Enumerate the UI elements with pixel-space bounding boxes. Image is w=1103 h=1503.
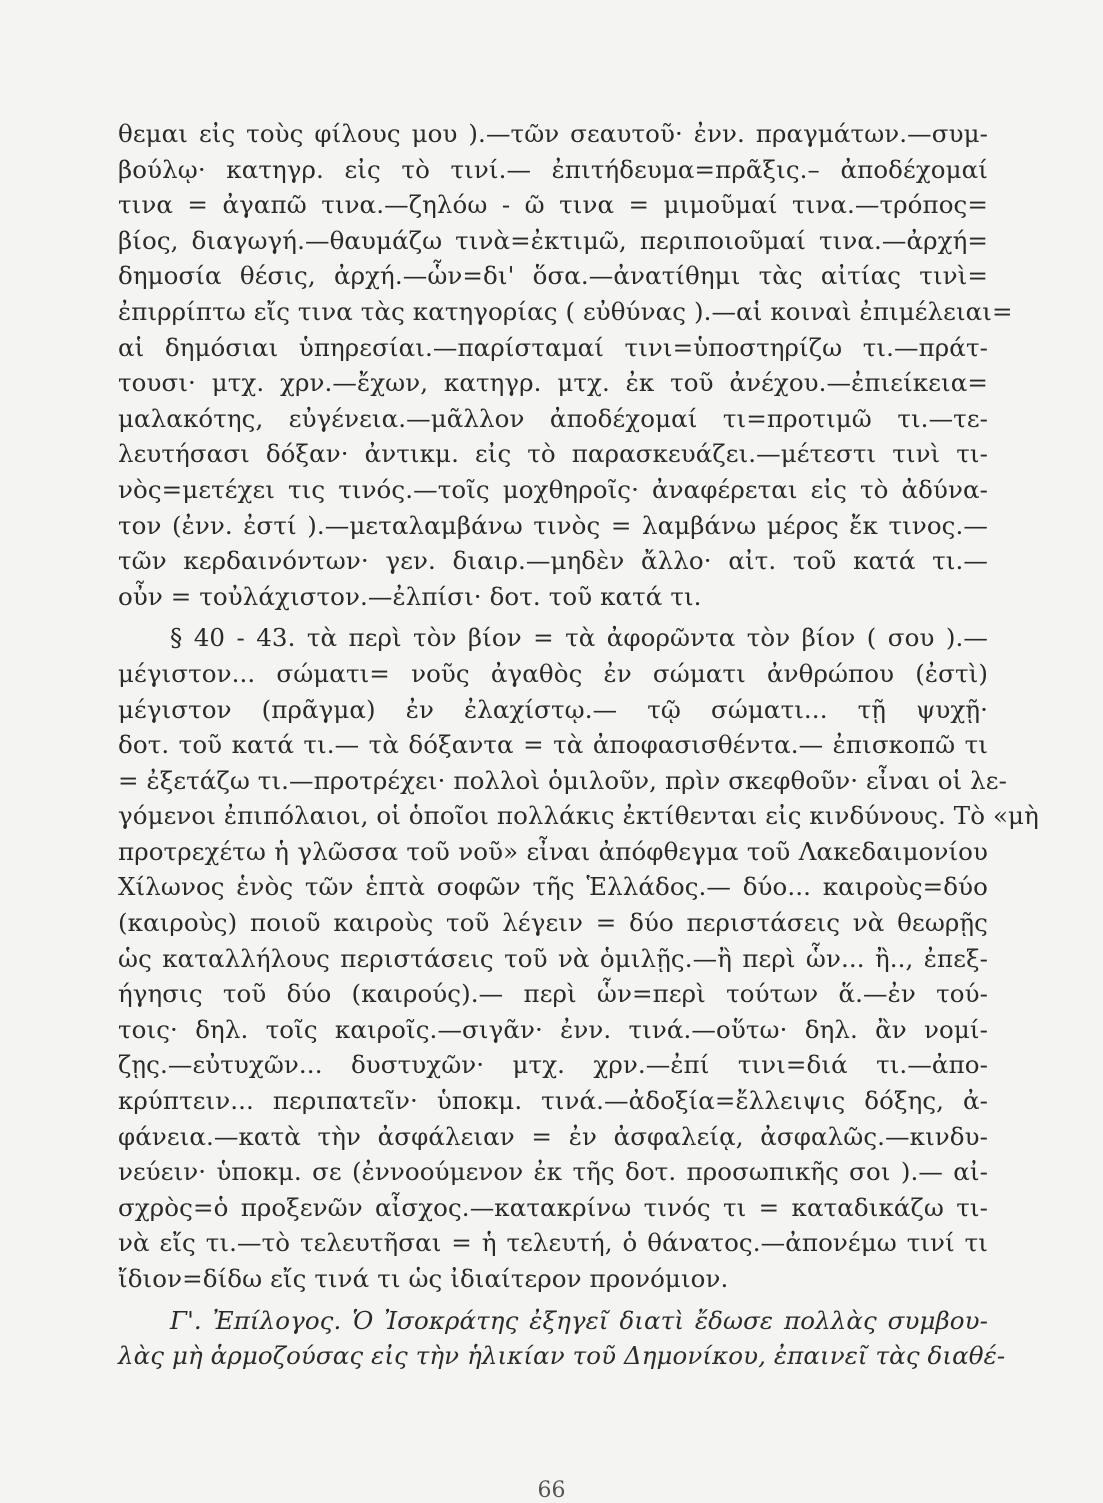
epilogue-line: λὰς μὴ ἁρμοζούσας εἰς τὴν ἡλικίαν τοῦ Δημονίκου, ἐπαινεῖ τὰς διαθέ- xyxy=(118,1341,1006,1371)
text-line: τοις· δηλ. τοῖς καιροῖς.—σιγᾶν· ἐνν. τινά.—οὕτω· δηλ. ἂν νομί- xyxy=(118,1014,988,1044)
text-line: ἐπιρρίπτω εἴς τινα τὰς κατηγορίας ( εὐθύνας ).—αἱ κοιναὶ ἐπιμέλειαι= xyxy=(118,296,1013,326)
text-line: μέγιστον... σώματι= νοῦς ἀγαθὸς ἐν σώματι ἀνθρώπου (ἐστὶ) xyxy=(118,658,988,688)
text-line: νὸς=μετέχει τις τινός.—τοῖς μοχθηροῖς· ἀναφέρεται εἰς τὸ ἀδύνα- xyxy=(118,474,988,504)
text-body xyxy=(118,116,1039,1374)
text-line: νεύειν· ὑποκμ. σε (ἐννοούμενον ἐκ τῆς δοτ. προσωπικῆς σοι ).— αἰ- xyxy=(118,1157,988,1187)
text-line: αἱ δημόσιαι ὑπηρεσίαι.—παρίσταμαί τινι=ὑποστηρίζω τι.—πράτ- xyxy=(118,332,988,362)
text-line: νὰ εἴς τι.—τὸ τελευτῆσαι = ἡ τελευτή, ὁ θάνατος.—ἀπονέμω τινί τι xyxy=(118,1228,988,1258)
epilogue-line: Γ'. Ἐπίλογος. Ὁ Ἰσοκράτης ἐξηγεῖ διατὶ ἔδωσε πολλὰς συμβου- xyxy=(170,1305,988,1335)
text-line: ὡς καταλλήλους περιστάσεις τοῦ νὰ ὁμιλῇς.—ἢ περὶ ὧν... ἢ.., ἐπεξ- xyxy=(118,943,988,973)
text-line: τουσι· μτχ. χρν.—ἔχων, κατηγρ. μτχ. ἐκ τοῦ ἀνέχου.—ἐπιείκεια= xyxy=(118,368,988,398)
text-line: μαλακότης, εὐγένεια.—μᾶλλον ἀποδέχομαί τι=προτιμῶ τι.—τε- xyxy=(118,403,988,433)
text-line: οὖν = τοὐλάχιστον.—ἐλπίσι· δοτ. τοῦ κατά τι. xyxy=(118,581,702,611)
text-line: φάνεια.—κατὰ τὴν ἀσφάλειαν = ἐν ἀσφαλείᾳ, ἀσφαλῶς.—κινδυ- xyxy=(118,1121,988,1151)
paragraph-1 xyxy=(118,116,1013,614)
text-line: ήγησις τοῦ δύο (καιρούς).— περὶ ὧν=περὶ τούτων ἅ.—ἐν τού- xyxy=(118,979,988,1009)
paragraph-2 xyxy=(118,620,1039,1296)
paragraph-3 xyxy=(118,1303,1006,1374)
text-line: δοτ. τοῦ κατά τι.— τὰ δόξαντα = τὰ ἀποφασισθέντα.— ἐπισκοπῶ τι xyxy=(118,730,988,760)
section-heading-line: § 40 - 43. τὰ περὶ τὸν βίον = τὰ ἀφορῶντα τὸν βίον ( σου ).— xyxy=(170,623,988,653)
text-line: τον (ἐνν. ἐστί ).—μεταλαμβάνω τινὸς = λαμβάνω μέρος ἔκ τινος.— xyxy=(118,510,988,540)
text-line: λευτήσασι δόξαν· ἀντικμ. εἰς τὸ παρασκευάζει.—μέτεστι τινὶ τι- xyxy=(118,439,988,469)
text-line: Χίλωνος ἑνὸς τῶν ἑπτὰ σοφῶν τῆς Ἑλλάδος.— δύο... καιροὺς=δύο xyxy=(118,872,988,902)
text-line: δημοσία θέσις, ἀρχή.—ὧν=δι' ὅσα.—ἀνατίθημι τὰς αἰτίας τινὶ= xyxy=(118,261,988,291)
text-line: κρύπτειν... περιπατεῖν· ὑποκμ. τινά.—ἀδοξία=ἔλλειψις δόξης, ἀ- xyxy=(118,1086,988,1116)
text-line: γόμενοι ἐπιπόλαιοι, οἱ ὁποῖοι πολλάκις ἐκτίθενται εἰς κινδύνους. Τὸ «μὴ xyxy=(118,801,1039,831)
text-line: σχρὸς=ὁ προξενῶν αἶσχος.—κατακρίνω τινός τι = καταδικάζω τι- xyxy=(118,1192,988,1222)
page-number: 66 xyxy=(537,1478,566,1503)
text-line: τινα = ἀγαπῶ τινα.—ζηλόω - ῶ τινα = μιμοῦμαί τινα.—τρόπος= xyxy=(118,190,988,220)
text-line: ζῃς.—εὐτυχῶν... δυστυχῶν· μτχ. χρν.—ἐπί τινι=διά τι.—ἀπο- xyxy=(118,1050,988,1080)
text-line: βίος, διαγωγή.—θαυμάζω τινὰ=ἐκτιμῶ, περιποιοῦμαί τινα.—ἀρχή= xyxy=(118,225,988,255)
text-line: θεμαι εἰς τοὺς φίλους μου ).—τῶν σεαυτοῦ· ἐνν. πραγμάτων.—συμ- xyxy=(118,119,988,148)
text-line: προτρεχέτω ἡ γλῶσσα τοῦ νοῦ» εἶναι ἀπόφθεγμα τοῦ Λακεδαιμονίου xyxy=(118,836,988,866)
text-line: (καιροὺς) ποιοῦ καιροὺς τοῦ λέγειν = δύο περιστάσεις νὰ θεωρῇς xyxy=(118,908,988,938)
text-line: μέγιστον (πρᾶγμα) ἐν ἐλαχίστῳ.— τῷ σώματι... τῇ ψυχῇ· xyxy=(118,694,988,724)
text-line: ἴδιον=δίδω εἴς τινά τι ὡς ἰδιαίτερον προνόμιον. xyxy=(118,1264,729,1293)
text-line: βούλῳ· κατηγρ. εἰς τὸ τινί.— ἐπιτήδευμα=πρᾶξις.– ἀποδέχομαί xyxy=(118,154,988,184)
text-line: τῶν κερδαινόντων· γεν. διαιρ.—μηδὲν ἄλλο· αἰτ. τοῦ κατά τι.— xyxy=(118,546,988,576)
text-line: = ἐξετάζω τι.—προτρέχει· πολλοὶ ὁμιλοῦν, πρὶν σκεφθοῦν· εἶναι οἱ λε- xyxy=(118,765,1007,795)
